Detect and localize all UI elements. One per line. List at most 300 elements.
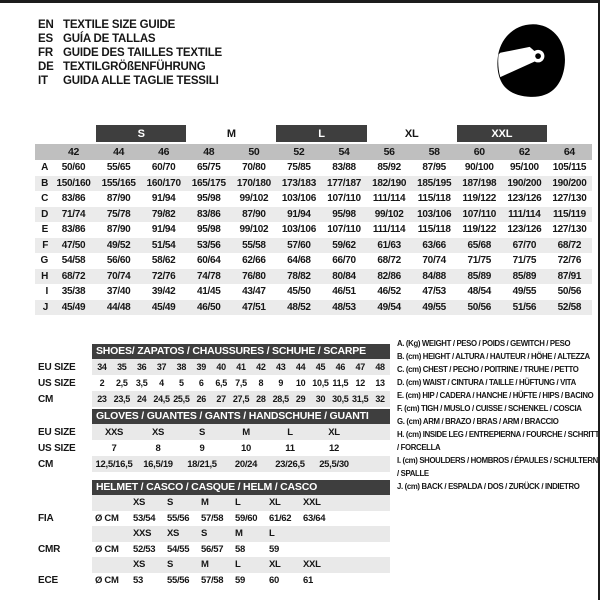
- size-value: 47/53: [422, 286, 446, 298]
- value-cell: 7,5: [235, 378, 247, 388]
- size-value: 127/130: [552, 193, 587, 205]
- row-values: [92, 424, 390, 440]
- row-letter: C: [41, 193, 48, 205]
- size-value: 51/56: [512, 301, 537, 313]
- size-value: 39/42: [151, 286, 176, 298]
- size-value: 68/72: [557, 239, 582, 251]
- gloves-size-table: [38, 408, 390, 472]
- size-value: 49/55: [512, 286, 537, 298]
- size-value: 80/84: [332, 270, 356, 282]
- size-label: S: [167, 497, 174, 509]
- measurement-row: [35, 207, 592, 223]
- measurement-row: [35, 300, 592, 316]
- size-value: 85/89: [467, 270, 492, 282]
- value-cell: 30: [315, 394, 326, 404]
- size-column-header: 60: [473, 146, 485, 158]
- size-value: 177/187: [327, 177, 362, 189]
- row-values: [92, 456, 390, 472]
- size-value: 56/60: [106, 255, 131, 267]
- row-label: CM: [38, 393, 54, 405]
- value-cell: 53/54: [133, 512, 156, 524]
- size-value: 170/180: [236, 177, 271, 189]
- value-cell: 61/62: [269, 512, 292, 524]
- size-value: 63/66: [422, 239, 446, 251]
- value-cell: 26: [196, 394, 206, 404]
- size-value: 48/54: [467, 286, 492, 298]
- value-cell: 16,5/19: [143, 458, 173, 470]
- value-cell: 12: [355, 378, 365, 388]
- size-value: 123/126: [507, 193, 542, 205]
- value-cell: 55/56: [167, 574, 190, 586]
- clothing-size-table: [35, 125, 592, 315]
- size-label: M: [201, 559, 209, 571]
- measurement-row: [35, 238, 592, 254]
- value-cell: 59/60: [235, 512, 258, 524]
- measurement-legend: [397, 337, 599, 493]
- size-value: 45/50: [287, 286, 311, 298]
- size-value: 67/70: [512, 239, 537, 251]
- value-cell: 36: [136, 362, 147, 372]
- size-value: 95/98: [197, 193, 221, 205]
- size-value: 48/52: [287, 301, 311, 313]
- diameter-label: Ø CM: [95, 543, 119, 555]
- size-label: XXS: [133, 528, 152, 540]
- size-value: 165/175: [191, 177, 226, 189]
- value-cell: 23,5: [113, 394, 130, 404]
- value-cell: 20/24: [234, 458, 258, 470]
- size-column-header: 52: [293, 146, 305, 158]
- size-value: 70/74: [106, 270, 131, 282]
- size-label: L: [235, 559, 241, 571]
- size-value: 119/122: [462, 224, 497, 236]
- row-letter: B: [41, 177, 48, 189]
- size-value: 58/62: [151, 255, 176, 267]
- size-value: 49/52: [106, 239, 131, 251]
- size-value: 79/82: [151, 208, 176, 220]
- measurement-row: [35, 253, 592, 269]
- size-label: S: [201, 528, 208, 540]
- size-value: 99/102: [374, 208, 404, 220]
- value-cell: 29: [295, 394, 306, 404]
- empty-cell: [92, 495, 130, 511]
- value-cell: 54/55: [167, 543, 190, 555]
- sizes-values: [92, 526, 390, 542]
- size-column-header: 58: [428, 146, 440, 158]
- row-letter: J: [42, 301, 48, 313]
- row-label: EU SIZE: [38, 426, 76, 438]
- language-row: [38, 46, 222, 60]
- row-label: US SIZE: [38, 377, 76, 389]
- value-cell: 9: [199, 442, 205, 454]
- size-column-header: 42: [67, 146, 80, 158]
- size-value: 59/62: [332, 239, 356, 251]
- sizes-values: [92, 557, 390, 573]
- shoes-size-table-title-row: [38, 343, 390, 359]
- value-cell: 38: [176, 362, 187, 372]
- value-cell: 7: [111, 442, 117, 454]
- size-value: 173/183: [281, 177, 316, 189]
- language-row: [38, 18, 222, 32]
- size-label: XS: [133, 497, 146, 509]
- value-cell: 18/21,5: [187, 458, 217, 470]
- value-cell: 28,5: [272, 394, 289, 404]
- data-row: [38, 456, 390, 472]
- sizes-values: [92, 495, 390, 511]
- size-column-header: 44: [113, 146, 125, 158]
- value-cell: S: [198, 426, 206, 438]
- legend-entry: C. (cm) CHEST / PECHO / POITRINE / TRUHE / PETTO: [397, 365, 579, 374]
- size-value: 150/160: [56, 177, 91, 189]
- value-cell: 48: [375, 362, 385, 372]
- value-cell: 47: [355, 362, 365, 372]
- size-value: 185/195: [417, 177, 452, 189]
- size-value: 43/47: [242, 286, 266, 298]
- size-value: 37/40: [106, 286, 131, 298]
- helmet-values-row: [38, 511, 390, 527]
- legend-entry: D. (cm) WAIST / CINTURA / TAILLE / HÜFTUNG / VITA: [397, 378, 576, 387]
- size-number-row: [35, 144, 592, 160]
- size-value: 83/86: [61, 224, 86, 236]
- value-cell: 61: [303, 574, 313, 586]
- value-cell: 53: [133, 574, 143, 586]
- legend-entry: A. (Kg) WEIGHT / PESO / POIDS / GEWITCH / PESO: [397, 339, 571, 348]
- size-value: 87/90: [106, 224, 131, 236]
- value-cell: 10: [241, 442, 251, 454]
- row-values: [92, 440, 390, 456]
- legend-entry: B. (cm) HEIGHT / ALTURA / HAUTEUR / HÖHE / ALTEZZA: [397, 352, 590, 361]
- value-cell: 6,5: [215, 378, 227, 388]
- size-value: 70/80: [242, 162, 266, 174]
- row-label: [38, 526, 92, 542]
- value-cell: 3,5: [135, 378, 148, 388]
- label-spacer: [38, 408, 92, 424]
- size-value: 82/86: [377, 270, 401, 282]
- corner-cell: [35, 144, 51, 160]
- value-cell: 27: [216, 394, 226, 404]
- legend-entry: F. (cm) TIGH / MUSLO / CUISSE / SCHENKEL / COSCIA: [397, 404, 582, 413]
- value-cell: 32: [375, 394, 385, 404]
- value-cell: 25,5: [173, 394, 190, 404]
- helmet-icon: [486, 17, 570, 107]
- size-value: 50/56: [557, 286, 582, 298]
- value-cell: 46: [335, 362, 346, 372]
- size-value: 85/89: [512, 270, 537, 282]
- value-cell: 23/26,5: [275, 458, 305, 470]
- language-code: FR: [38, 47, 53, 59]
- value-cell: 9: [278, 378, 284, 388]
- size-value: 71/75: [512, 255, 537, 267]
- size-group-xxl: XXL: [457, 125, 547, 142]
- row-letter: E: [41, 224, 48, 236]
- size-value: 87/90: [242, 208, 266, 220]
- size-group-l: L: [276, 125, 366, 142]
- size-value: 41/45: [197, 286, 221, 298]
- row-label: CM: [38, 458, 54, 470]
- size-column-header: 48: [203, 146, 215, 158]
- size-value: 99/102: [239, 193, 269, 205]
- size-value: 91/94: [287, 208, 311, 220]
- measurement-row: [35, 160, 592, 176]
- value-cell: 27,5: [232, 394, 250, 404]
- guide-title: GUIDA ALLE TAGLIE TESSILI: [63, 75, 219, 87]
- value-cell: 30,5: [332, 394, 349, 404]
- size-value: 74/78: [197, 270, 221, 282]
- data-row: [38, 375, 390, 391]
- value-cell: 52/53: [133, 543, 156, 555]
- size-value: 47/50: [61, 239, 86, 251]
- size-value: 62/66: [242, 255, 266, 267]
- measurement-row: [35, 269, 592, 285]
- size-value: 49/55: [422, 301, 446, 313]
- size-label: L: [235, 497, 241, 509]
- row-values: [92, 359, 390, 375]
- size-value: 52/58: [557, 301, 582, 313]
- language-code: IT: [38, 75, 48, 87]
- size-value: 127/130: [552, 224, 587, 236]
- value-cell: 60: [269, 574, 279, 586]
- value-cell: 39: [196, 362, 206, 372]
- helmet-sizes-row: [38, 526, 390, 542]
- size-value: 87/91: [557, 270, 582, 282]
- value-cell: 55/56: [167, 512, 190, 524]
- value-cell: 12: [329, 442, 339, 454]
- section-title: SHOES/ ZAPATOS / CHAUSSURES / SCHUHE / SCARPE: [92, 344, 390, 359]
- size-value: 85/92: [377, 162, 401, 174]
- size-value: 111/114: [508, 208, 541, 220]
- size-value: 72/76: [151, 270, 176, 282]
- standard-label: CMR: [38, 543, 61, 555]
- size-value: 115/119: [552, 208, 586, 220]
- value-cell: 63/64: [303, 512, 326, 524]
- size-group-m: M: [226, 127, 236, 140]
- language-row: [38, 74, 222, 88]
- measurement-row: [35, 191, 592, 207]
- value-cell: 25,5/30: [319, 458, 349, 470]
- value-cell: 57/58: [201, 574, 224, 586]
- size-value: 123/126: [507, 224, 542, 236]
- size-value: 66/70: [332, 255, 356, 267]
- value-cell: 44: [295, 362, 306, 372]
- size-value: 68/72: [61, 270, 86, 282]
- size-value: 60/64: [197, 255, 221, 267]
- helmet-values-row: [38, 542, 390, 558]
- size-value: 46/51: [332, 286, 356, 298]
- size-value: 95/98: [332, 208, 356, 220]
- size-value: 71/74: [61, 208, 86, 220]
- row-letter: G: [40, 255, 48, 267]
- language-code: DE: [38, 61, 54, 73]
- size-value: 48/53: [332, 301, 356, 313]
- value-cell: 11: [285, 442, 295, 454]
- section-title: HELMET / CASCO / CASQUE / HELM / CASCO: [92, 480, 390, 495]
- row-values: [92, 375, 390, 391]
- size-value: 55/58: [242, 239, 266, 251]
- size-value: 60/70: [151, 162, 176, 174]
- size-label: S: [167, 559, 174, 571]
- standard-values: [92, 573, 390, 589]
- guide-title: TEXTILGRÖßENFÜHRUNG: [63, 61, 206, 73]
- helmet-size-table: [38, 479, 390, 588]
- size-value: 87/95: [422, 162, 446, 174]
- size-value: 50/60: [61, 162, 86, 174]
- value-cell: XS: [151, 426, 165, 438]
- size-value: 182/190: [372, 177, 407, 189]
- shoes-size-table: [38, 343, 390, 407]
- legend-entry: E. (cm) HIP / CADERA / HANCHE / HÜFTE / HIPS / BACINO: [397, 391, 594, 400]
- guide-title: GUÍA DE TALLAS: [63, 33, 156, 45]
- row-label: US SIZE: [38, 442, 76, 454]
- legend-entry: J. (cm) BACK / ESPALDA / DOS / ZURÜCK / INDIETRO: [397, 482, 580, 491]
- size-group-row: [35, 125, 592, 144]
- language-row: [38, 32, 222, 46]
- size-value: 75/85: [287, 162, 311, 174]
- size-value: 155/165: [101, 177, 136, 189]
- legend-entry: H. (cm) INSIDE LEG / ENTREPIERNA / FOURCHE / SCHRITT / FORCELLA: [397, 430, 600, 452]
- value-cell: 12,5/16,5: [95, 458, 133, 470]
- value-cell: L: [287, 426, 293, 438]
- value-cell: 40: [216, 362, 226, 372]
- size-value: 72/76: [557, 255, 582, 267]
- size-column-header: 50: [248, 146, 260, 158]
- size-value: 87/90: [106, 193, 131, 205]
- data-row: [38, 359, 390, 375]
- standard-label: FIA: [38, 512, 54, 524]
- size-value: 115/118: [417, 224, 451, 236]
- guide-title: GUIDE DES TAILLES TEXTILE: [63, 47, 222, 59]
- value-cell: 45: [315, 362, 326, 372]
- size-value: 47/51: [242, 301, 266, 313]
- value-cell: 42: [256, 362, 266, 372]
- standard-values: [92, 542, 390, 558]
- size-value: 76/80: [242, 270, 266, 282]
- value-cell: 6: [198, 378, 204, 388]
- size-value: 49/54: [377, 301, 401, 313]
- size-value: 68/72: [377, 255, 401, 267]
- size-value: 160/170: [146, 177, 181, 189]
- size-label: M: [235, 528, 243, 540]
- diameter-label: Ø CM: [95, 574, 119, 586]
- language-row: [38, 60, 222, 74]
- size-value: 107/110: [327, 224, 361, 236]
- empty-cell: [92, 526, 130, 542]
- size-value: 64/68: [287, 255, 311, 267]
- standard-label: ECE: [38, 574, 58, 586]
- row-values: [92, 391, 390, 407]
- size-value: 57/60: [287, 239, 311, 251]
- size-column-header: 54: [338, 146, 350, 158]
- size-value: 75/78: [106, 208, 131, 220]
- size-value: 115/118: [417, 193, 451, 205]
- value-cell: 28: [256, 394, 266, 404]
- size-value: 78/82: [287, 270, 311, 282]
- value-cell: 10: [295, 378, 306, 388]
- row-label: [38, 495, 92, 511]
- value-cell: 2: [99, 378, 105, 388]
- size-value: 35/38: [61, 286, 86, 298]
- helmet-title-row: [38, 479, 390, 495]
- size-value: 54/58: [61, 255, 86, 267]
- value-cell: XL: [328, 426, 340, 438]
- value-cell: 35: [117, 362, 127, 372]
- value-cell: 59: [269, 543, 279, 555]
- size-value: 70/74: [422, 255, 446, 267]
- legend-entry: G. (cm) ARM / BRAZO / BRAS / ARM / BRACCIO: [397, 417, 559, 426]
- row-letter: I: [45, 286, 48, 298]
- size-label: XL: [269, 559, 281, 571]
- value-cell: 10,5: [312, 378, 329, 388]
- value-cell: 13: [375, 378, 385, 388]
- value-cell: 2,5: [115, 378, 128, 388]
- row-label: EU SIZE: [38, 361, 76, 373]
- legend-entry: I. (cm) SHOULDERS / HOMBROS / ÉPAULES / SCHULTERN / SPALLE: [397, 456, 598, 478]
- language-code: EN: [38, 19, 54, 31]
- language-title-list: [38, 18, 222, 88]
- size-value: 45/49: [151, 301, 176, 313]
- row-letter: F: [42, 239, 48, 251]
- language-code: ES: [38, 33, 53, 45]
- size-label: XXL: [303, 497, 321, 509]
- size-value: 65/75: [197, 162, 221, 174]
- value-cell: 31,5: [352, 394, 369, 404]
- measurement-row: [35, 284, 592, 300]
- size-value: 103/106: [417, 208, 452, 220]
- label-spacer: [38, 343, 92, 359]
- value-cell: XXS: [104, 426, 124, 438]
- section-title: GLOVES / GUANTES / GANTS / HANDSCHUHE / GUANTI: [92, 409, 390, 424]
- size-value: 71/75: [467, 255, 492, 267]
- size-value: 95/100: [509, 162, 539, 174]
- size-value: 105/115: [552, 162, 587, 174]
- size-label: M: [201, 497, 209, 509]
- size-value: 111/114: [372, 193, 406, 205]
- value-cell: 37: [156, 362, 167, 372]
- size-value: 55/65: [106, 162, 131, 174]
- value-cell: 8: [155, 442, 161, 454]
- value-cell: 11,5: [332, 378, 349, 388]
- size-label: XS: [167, 528, 180, 540]
- guide-title: TEXTILE SIZE GUIDE: [63, 19, 176, 31]
- size-column-header: 46: [158, 146, 170, 158]
- size-value: 111/114: [372, 224, 406, 236]
- size-value: 103/106: [281, 193, 316, 205]
- size-value: 99/102: [239, 224, 269, 236]
- size-value: 103/106: [281, 224, 316, 236]
- value-cell: 43: [276, 362, 286, 372]
- size-value: 90/100: [464, 162, 494, 174]
- measurement-row: [35, 176, 592, 192]
- row-letter: D: [41, 208, 48, 220]
- size-value: 61/63: [377, 239, 401, 251]
- empty-cell: [92, 557, 130, 573]
- size-value: 91/94: [151, 193, 176, 205]
- value-cell: 59: [235, 574, 245, 586]
- size-value: 83/86: [61, 193, 86, 205]
- label-spacer: [38, 479, 92, 495]
- helmet-values-row: [38, 573, 390, 589]
- value-cell: 23: [97, 394, 107, 404]
- value-cell: 24: [136, 394, 147, 404]
- size-value: 190/200: [552, 177, 587, 189]
- size-value: 46/52: [377, 286, 401, 298]
- size-label: XL: [269, 497, 281, 509]
- helmet-sizes-row: [38, 495, 390, 511]
- size-value: 50/56: [467, 301, 492, 313]
- size-group-s: S: [96, 125, 186, 142]
- size-value: 107/110: [462, 208, 497, 220]
- helmet-sizes-row: [38, 557, 390, 573]
- value-cell: 58: [235, 543, 245, 555]
- size-value: 46/50: [197, 301, 221, 313]
